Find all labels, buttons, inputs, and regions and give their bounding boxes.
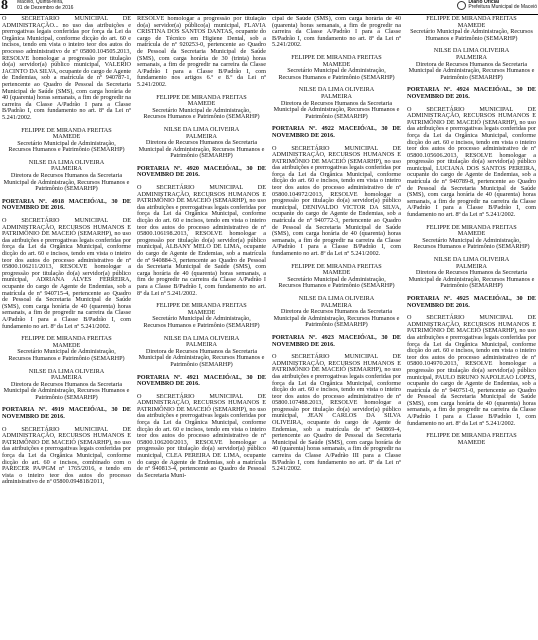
signer-title-cont: Recursos Humanos e Patrimônio (SEMARHP) [143, 321, 260, 329]
signature-block [137, 127, 266, 160]
signer-name-cont: PALMEIRA [185, 132, 218, 140]
signer-name: FELIPPE DE MIRANDA FREITAS [426, 223, 517, 231]
paragraph: O SECRETÁRIO MUNICIPAL DE ADMINISTRAÇÃO, RECURSOS HUMANOS E PATRIMÔNIO DE MACEIÓ (SEMARHP), no uso das atribuições e prerrogativas legais conferidas por força da Lei da Orgânica Municipal, conforme dicção do art. 60 e incisos, tendo em vista o inteiro teor dos autos do processo administrativo de nº 05800.107488.2013, RESOLVE homologar a progressão por titulação do(a) servidor(a) público municipal, JEAN CARLOS DA SILVA OLIVEIRA, ocupante do cargo de Agente de Endemias, sob a matrícula de nº 940869-4, pertencente ao Quadro de Pessoal da Secretaria Municipal de Saúde (SMS), com carga horária de 40 (quarenta) horas semanais, a fim de progredir na carreira da Classe A/Padrão III para a Classe B/Padrão I, com fundamento no art. 8º da Lei nº 5.241/2002. [272, 353, 401, 473]
portaria-heading: PORTARIA Nº. 4919 MACEIÓ/AL, 30 DE NOVEMBRO DE 2016. [2, 406, 131, 421]
signer-title-cont: Recursos Humanos e Patrimônio (SEMARHP) [413, 243, 530, 251]
signer-name: NILSE DA LIMA OLIVEIRA [433, 256, 510, 263]
signature-block [272, 296, 401, 329]
signer-name-cont: MAMEDE [322, 60, 351, 68]
signer-name: NILSE DA LIMA OLIVEIRA [298, 86, 375, 94]
portaria-heading: PORTARIA Nº. 4924 MACEIÓ/AL, 30 DE NOVEMBRO DE 2016. [407, 86, 536, 100]
signer-name: FELIPPE DE MIRANDA FREITAS [21, 335, 112, 343]
signer-title: Diretora de Recursos Humanos da Secretaria Municipal de Administração, Recursos Humanos e Patrimônio (SEMARHP) [408, 60, 535, 81]
signer-title: Diretora de Recursos Humanos da Secretaria Municipal de Administração, Recursos Humanos e Patrimônio (SEMARHP) [408, 269, 535, 290]
signer-name-cont: PALMEIRA [455, 53, 488, 61]
header-city-date: Maceió, Quinta-feira, [17, 0, 64, 5]
signer-name: FELIPPE DE MIRANDA FREITAS [426, 432, 517, 440]
portaria-heading: PORTARIA Nº. 4920 MACEIÓ/AL, 30 DE NOVEMBRO DE 2016. [137, 164, 266, 179]
signer-name: FELIPPE DE MIRANDA FREITAS [156, 93, 247, 101]
signer-title: Secretário Municipal de Administração, [422, 236, 521, 244]
signer-title-cont: Recursos Humanos e Patrimônio (SEMARHP) [278, 282, 395, 290]
signature-block [272, 55, 401, 81]
signature-block [2, 336, 131, 362]
signer-name: NILSE DA LIMA OLIVEIRA [298, 294, 375, 302]
paragraph: O SECRETÁRIO MUNICIPAL DE ADMINISTRAÇÃO... no uso das atribuições e prerrogativas legais conferidas por força da Lei da Orgânica Municipal, conforme dicção do art. 60 e incisos, tendo em vista o inteiro teor dos autos do processo administrativo de nº 05800.104505.2013, RESOLVE homologar a progressão por titulação do(a) servidor(a) público municipal, VALERIO JACINTO DA SILVA, ocupante do cargo de Agente de Endemias, sob a matrícula de nº 940787-1, pertencente ao Quadro de Pessoal da Secretaria Municipal de Saúde (SMS), com carga horária de 40 (quarenta) horas semanais, a fim de progredir na carreira da Classe A/Padrão I para a Classe B/Padrão I, com fundamento no art. 8º da Lei nº 5.241/2002. [2, 16, 131, 121]
signer-name: FELIPPE DE MIRANDA FREITAS [156, 302, 247, 310]
column-1 [2, 16, 131, 638]
signer-name-cont: MAMEDE [187, 100, 216, 108]
signer-name-cont: MAMEDE [52, 341, 81, 349]
signer-title: Secretário Municipal de Administração, [17, 348, 116, 356]
portaria-heading: PORTARIA Nº. 4918 MACEIÓ/AL, 30 DE NOVEMBRO DE 2016. [2, 197, 131, 212]
signer-name-cont: MAMEDE [457, 438, 486, 446]
signature-block [2, 128, 131, 154]
signer-name-cont: PALMEIRA [320, 92, 353, 100]
signature-block [407, 16, 536, 42]
signer-title: Diretora de Recursos Humanos da Secretaria Municipal de Administração, Recursos Humanos e Patrimônio (SEMARHP) [138, 139, 265, 160]
signer-title-cont: Recursos Humanos e Patrimônio (SEMARHP) [8, 354, 125, 362]
signer-name: FELIPPE DE MIRANDA FREITAS [21, 126, 112, 134]
signature-block [2, 160, 131, 193]
city-seal-icon [457, 1, 466, 10]
signature-block [137, 336, 266, 369]
signature-block [272, 264, 401, 290]
paragraph: O SECRETÁRIO MUNICIPAL DE ADMINISTRAÇÃO, RECURSOS HUMANOS E PATRIMÔNIO DE MACEIÓ (SEMARHP), no uso das atribuições e prerrogativas legais conferidas por força da Lei da Orgânica Municipal, conforme dicção do art. 60 e incisos, tendo em vista o inteiro teor dos autos do processo administrativo de nº 05800.106211/2013, RESOLVE homologar a progressão por titulação do(a) servidor(a) público municipal, ADRIANA ALVES FERREIRA, ocupante do cargo de Agente de Endemias, sob a matrícula de nº 940715-4, pertencente ao Quadro de Pessoal da Secretaria Municipal de Saúde (SMS), com carga horária de 40 (quarenta) horas semanais, a fim de progredir na carreira da Classe A/Padrão I para a Classe B/Padrão I, com fundamento no art. 8º da Lei nº 5.241/2002. [2, 217, 131, 330]
paragraph: O SECRETÁRIO MUNICIPAL DE ADMINISTRAÇÃO, RECURSOS HUMANOS E PATRIMÔNIO DE MACEIÓ (SEMARHP), no uso das atribuições e prerrogativas legais conferidas por força da Lei da Orgânica Municipal, conforme dicção do art. 60 e incisos, tendo em vista o inteiro teor dos autos do processo administrativo de nº 05800.106200/2013, RESOLVE homologar a progressão por titulação do(a) servidor(a) público municipal, CLEA PEREIRA DE LIMA, ocupante do cargo de Agente de Endemias, sob a matrícula de nº 940813-4, pertencente ao Quadro de Pessoal da Secretaria Muni- [137, 392, 266, 479]
signer-name: FELIPPE DE MIRANDA FREITAS [426, 16, 517, 22]
signer-title-cont: Recursos Humanos e Patrimônio (SEMARHP) [8, 146, 125, 154]
signer-name-cont: MAMEDE [322, 269, 351, 277]
signer-name: NILSE DA LIMA OLIVEIRA [163, 334, 240, 342]
portaria-heading: PORTARIA Nº. 4923 MACEIÓ/AL, 30 DE NOVEMBRO DE 2016. [272, 333, 401, 348]
paragraph: O SECRETÁRIO MUNICIPAL DE ADMINISTRAÇÃO, RECURSOS HUMANOS E PATRIMÔNIO DE MACEIÓ (SEMARHP), no uso das atribuições e prerrogativas legais conferidas por força da Lei da Orgânica Municipal, conforme dicção do art. 60 e incisos, tendo em vista o inteiro teor dos autos do processo administrativo de nº 05800.104970.2013, RESOLVE homologar a progressão por titulação do(a) servidor(a) público municipal, PAULO BRUNO NAPOLEAO LOPES, ocupante do cargo de Agente de Endemias, sob a matrícula de nº 940751-0, pertencente ao Quadro de Pessoal da Secretaria Municipal de Saúde (SMS), com carga horária de 40 (quarenta) horas semanais, a fim de progredir na carreira da Classe A/Padrão I para a Classe B/Padrão I, com fundamento no art. 8º da Lei nº 5.241/2002. [407, 314, 536, 427]
signer-title-cont: Recursos Humanos e Patrimônio (SEMARHP) [143, 113, 260, 121]
signature-block [2, 369, 131, 402]
column-2 [137, 16, 266, 638]
signer-title: Secretário Municipal de Administração, [287, 275, 386, 283]
signer-title: Secretário Municipal de Administração, [152, 106, 251, 114]
column-3 [272, 16, 401, 638]
column-4 [407, 16, 536, 638]
signer-name: NILSE DA LIMA OLIVEIRA [28, 367, 105, 375]
signer-name-cont: PALMEIRA [50, 374, 83, 382]
signature-block [407, 257, 536, 290]
signature-block [137, 95, 266, 121]
signature-block [272, 87, 401, 120]
signer-name: NILSE DA LIMA OLIVEIRA [28, 158, 105, 166]
signer-name-cont: MAMEDE [52, 133, 81, 141]
signer-name: FELIPPE DE MIRANDA FREITAS [291, 53, 382, 61]
signer-name-cont: MAMEDE [187, 308, 216, 316]
signer-title: Secretário Municipal de Administração, Recursos Humanos e Patrimônio (SEMARHP) [410, 28, 533, 42]
signer-name-cont: PALMEIRA [320, 301, 353, 309]
signer-title: Diretora de Recursos Humanos da Secretaria Municipal de Administração, Recursos Humanos e Patrimônio (SEMARHP) [138, 347, 265, 368]
signer-name-cont: MAMEDE [457, 21, 486, 29]
signer-name: FELIPPE DE MIRANDA FREITAS [291, 262, 382, 270]
paragraph: O SECRETÁRIO MUNICIPAL DE ADMINISTRAÇÃO, RECURSOS HUMANOS E PATRIMÔNIO DE MACEIÓ (SEMARHP), no uso das atribuições e prerrogativas legais conferidas por força da Lei da Orgânica Municipal, conforme dicção do art. 60 e incisos, tendo em vista o inteiro teor dos autos do processo administrativo de nº 05800.105606.2013, RESOLVE homologar a progressão por titulação do(a) servidor(a) público municipal, LUCIANA DOS SANTOS PEREIRA, ocupante do cargo de Agente de Endemias, sob a matrícula de nº 940789-8, pertencente ao Quadro de Pessoal da Secretaria Municipal de Saúde (SMS), com carga horária de 40 (quarenta) horas semanais, a fim de progredir na carreira da Classe A/Padrão I para a Classe B/Padrão I, com fundamento no art. 8º da Lei nº 5.241/2002. [407, 105, 536, 219]
header-date-line: 01 de Dezembro de 2016 [17, 4, 74, 11]
logo-title: Diário Oficial [468, 0, 500, 5]
page-body [2, 16, 536, 638]
signature-block [137, 303, 266, 329]
paragraph: cipal de Saúde (SMS), com carga horária de 40 (quarenta) horas semanais, a fim de progredir na carreira da Classe A/Padrão I para a Classe B/Padrão I, com fundamento no art. 8º da Lei nº 5.241/2002. [272, 16, 401, 49]
signer-title: Secretário Municipal de Administração, [17, 139, 116, 147]
signature-block [407, 48, 536, 81]
signer-title-cont: Recursos Humanos e Patrimônio (SEMARHP) [278, 73, 395, 81]
signer-name-cont: PALMEIRA [455, 262, 488, 270]
paragraph: RESOLVE homologar a progressão por titulação do(a) servidor(a) público(a) municipal, FLAVIA CRISTINA DOS SANTOS DANTAS, ocupante do cargo de Técnico em Higiene Dental, sob a matrícula de nº 920253-0, pertencente ao Quadro de Pessoal da Secretaria Municipal de Saúde (SMS), com carga horária de 30 (trinta) horas semanais, a fim de progredir na carreira da Classe A/Padrão I para a Classe B/Padrão I, com fundamento nos artigos 6.º e 8.º da Lei nº 5.241/2002. [137, 16, 266, 88]
signature-block [407, 433, 536, 446]
signer-name: NILSE DA LIMA OLIVEIRA [163, 125, 240, 133]
signer-title: Diretora de Recursos Humanos da Secretaria Municipal de Administração, Recursos Humanos e Patrimônio (SEMARHP) [3, 380, 130, 401]
portaria-heading: PORTARIA Nº. 4922 MACEIÓ/AL, 30 DE NOVEMBRO DE 2016. [272, 125, 401, 139]
header-logo [457, 0, 537, 11]
signer-name-cont: PALMEIRA [185, 341, 218, 349]
signer-name-cont: PALMEIRA [50, 165, 83, 173]
signer-title: Diretora de Recursos Humanos da Secretaria Municipal de Administração, Recursos Humanos e Patrimônio (SEMARHP) [273, 308, 400, 329]
paragraph: O SECRETÁRIO MUNICIPAL DE ADMINISTRAÇÃO, RECURSOS HUMANOS E PATRIMÔNIO DE MACEIÓ (SEMARHP), no uso das atribuições e prerrogativas legais conferidas por força da Lei da Orgânica Municipal, conforme dicção do art. 60 e incisos, tendo em vista o inteiro teor dos autos do processo administrativo de nº 05800.106198.2013, RESOLVE homologar a progressão por titulação do(a) servidor(a) público municipal, ALBANY MELO DE LIMA, ocupante do cargo de Agente de Endemias, sob a matrícula de nº 940884-3, pertencente ao Quadro de Pessoal da Secretaria Municipal de Saúde (SMS), com carga horária de 40 (quarenta) horas semanais, a fim de progredir na carreira da Classe A/Padrão I para a Classe B/Padrão I, com fundamento no art. 8º da Lei nº 5.241/2002. [137, 184, 266, 297]
signer-title: Diretora de Recursos Humanos da Secretaria Municipal de Administração, Recursos Humanos e Patrimônio (SEMARHP) [273, 99, 400, 120]
portaria-heading: PORTARIA Nº. 4921 MACEIÓ/AL, 30 DE NOVEMBRO DE 2016. [137, 373, 266, 388]
paragraph: O SECRETÁRIO MUNICIPAL DE ADMINISTRAÇÃO, RECURSOS HUMANOS E PATRIMÔNIO DE MACEIÓ (SEMARHP), no uso das atribuições e prerrogativas legais conferidas por força da Lei da Orgânica Municipal, conforme dicção do art. 60 e incisos, combinado com o PARECER PA/PGM nº 1765/2016, e tendo em vista o inteiro teor dos autos do processo administrativo de nº 05800.094818/2011, [2, 425, 131, 486]
page-number: 8 [1, 0, 8, 13]
page-header [0, 0, 538, 15]
signer-title: Secretário Municipal de Administração, [287, 67, 386, 75]
signature-block [407, 225, 536, 251]
logo-subtitle: Prefeitura Municipal de Maceió [468, 4, 537, 11]
signer-title: Diretora de Recursos Humanos da Secretaria Municipal de Administração, Recursos Humanos e Patrimônio (SEMARHP) [3, 172, 130, 193]
signer-name: NILSE DA LIMA OLIVEIRA [433, 47, 510, 55]
paragraph: O SECRETÁRIO MUNICIPAL DE ADMINISTRAÇÃO, RECURSOS HUMANOS E PATRIMÔNIO DE MACEIÓ (SEMARHP), no uso das atribuições e prerrogativas legais conferidas por força da Lei da Orgânica Municipal, conforme dicção do art. 60 e incisos, tendo em vista o inteiro teor dos autos do processo administrativo de nº 05800.104972/2013, RESOLVE homologar a progressão por titulação do(a) servidor(a) público municipal, DENIVALDO VICTOR DA SILVA, ocupante do cargo de Agente de Endemias, sob a matrícula de nº 940772-3, pertencente ao Quadro de Pessoal da Secretaria Municipal de Saúde (SMS), com carga horária de 40 (quarenta) horas semanais, a fim de progredir na carreira da Classe A/Padrão I para a Classe B/Padrão I, com fundamento no art. 8º da Lei nº 5.241/2002. [272, 144, 401, 257]
signer-name-cont: MAMEDE [457, 230, 486, 238]
header-date [17, 0, 73, 11]
portaria-heading: PORTARIA Nº. 4925 MACEIÓ/AL, 30 DE NOVEMBRO DE 2016. [407, 294, 536, 309]
signer-title: Secretário Municipal de Administração, [152, 315, 251, 323]
